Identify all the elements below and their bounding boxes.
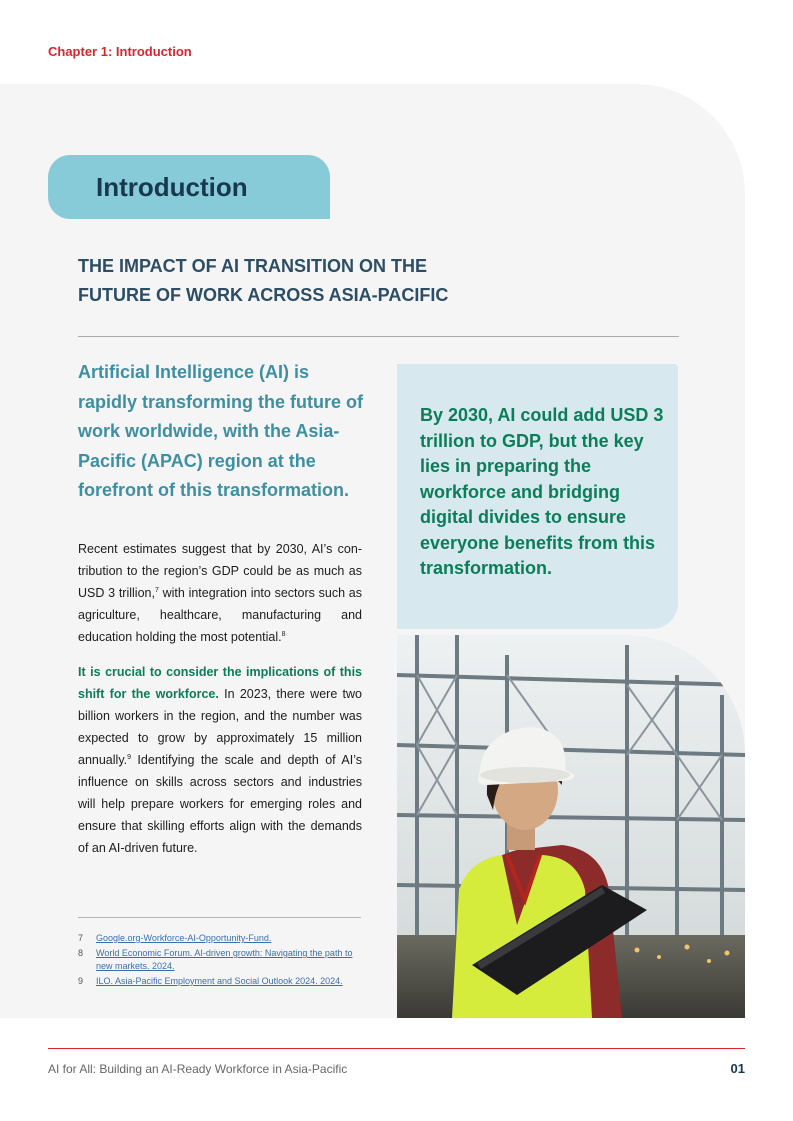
page-subtitle	[78, 252, 498, 310]
p1-text-a: Recent estimates suggest that by 2030, AI’s con-tribution to the region’s GDP could be as much as USD 3 trillion,	[78, 542, 362, 600]
footnotes	[78, 932, 361, 990]
subtitle-line-2: FUTURE OF WORK ACROSS ASIA-PACIFIC	[78, 285, 449, 305]
worker-photo	[397, 635, 745, 1018]
footer-divider	[48, 1048, 745, 1049]
body-paragraph-2	[78, 661, 362, 859]
footnote-number: 8	[78, 948, 84, 958]
p1-text-b: with integration into sectors such as agriculture, healthcare, manufacturing and education holding the most potential.	[78, 586, 362, 644]
footnote-link[interactable]: ILO. Asia-Pacific Employment and Social Outlook 2024. 2024.	[96, 976, 343, 986]
footnote-link[interactable]: World Economic Forum. AI-driven growth: Navigating the path to new markets. 2024.	[96, 948, 353, 971]
divider	[78, 336, 679, 337]
p2-text-b: Identifying the scale and depth of AI’s influence on skills across sectors and industries will help prepare workers for emerging roles and ensure that skilling efforts align with the demands of an AI-driven future.	[78, 753, 362, 855]
p2-text-a: In 2023, there were two billion workers in the region, and the number was expected to grow by approximately 15 million annually.	[78, 687, 362, 767]
footnote-7	[78, 932, 361, 945]
page-number: 01	[730, 1061, 745, 1076]
footnote-8	[78, 947, 361, 973]
footnote-9	[78, 975, 361, 988]
footnote-ref-7: 7	[154, 586, 159, 594]
footnote-divider	[78, 917, 361, 918]
footnote-ref-8: 8	[281, 630, 286, 638]
footer-title: AI for All: Building an AI-Ready Workforce in Asia-Pacific	[48, 1062, 348, 1076]
callout-box	[397, 364, 678, 629]
callout-text: By 2030, AI could add USD 3 trillion to GDP, but the key lies in preparing the workforce and bridging digital divides to ensure everyone benefits from this transformation.	[420, 405, 664, 578]
lead-paragraph: Artificial Intelligence (AI) is rapidly transforming the future of work worldwide, with the Asia-Pacific (APAC) region at the forefront of this transformation.	[78, 362, 364, 500]
section-title: Introduction	[96, 172, 248, 202]
body-paragraph-1	[78, 538, 362, 648]
section-tab	[48, 155, 330, 219]
footnote-ref-9: 9	[127, 753, 132, 761]
p2-emphasis: It is crucial to consider the implications of this shift for the workforce.	[78, 665, 362, 701]
footnote-number: 9	[78, 976, 84, 986]
subtitle-line-1: THE IMPACT OF AI TRANSITION ON THE	[78, 256, 427, 276]
chapter-label: Chapter 1: Introduction	[48, 44, 192, 59]
footnote-link[interactable]: Google.org-Workforce-AI-Opportunity-Fund.	[96, 933, 272, 943]
footnote-number: 7	[78, 933, 84, 943]
